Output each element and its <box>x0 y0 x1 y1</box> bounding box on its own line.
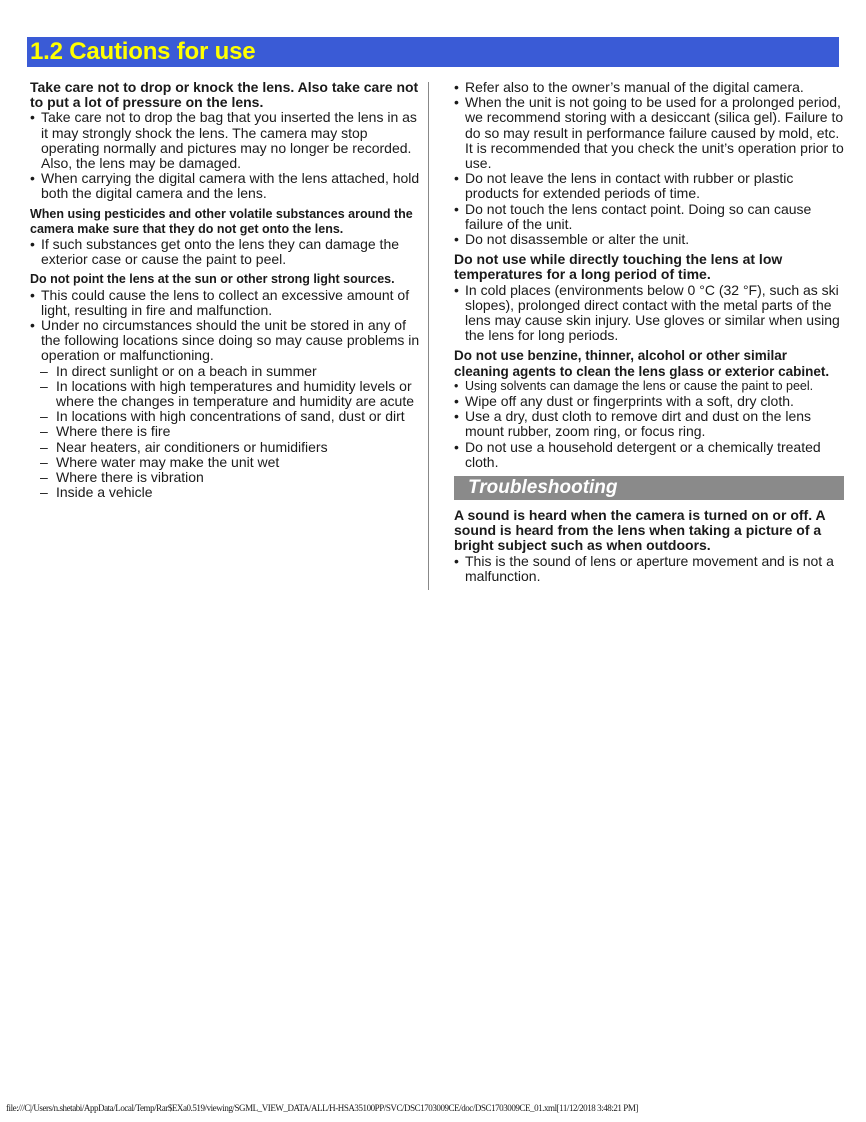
list-item: • In cold places (environments below 0 °C (32 °F), such as ski slopes), prolonged direct contact with the metal parts of the lens may cause skin injury. Use gloves or similar when using the lens for long periods. <box>454 283 844 344</box>
sub-list-item: – In locations with high temperatures and humidity levels or where the changes in temperature and humidity are acute <box>30 379 422 409</box>
list-item: • Do not use a household detergent or a chemically treated cloth. <box>454 440 844 470</box>
caution-list-pesticides <box>30 237 422 267</box>
list-item: • Wipe off any dust or fingerprints with a soft, dry cloth. <box>454 394 844 409</box>
list-item: • When carrying the digital camera with the lens attached, hold both the digital camera and the lens. <box>30 171 422 201</box>
list-item: • Use a dry, dust cloth to remove dirt and dust on the lens mount rubber, zoom ring, or focus ring. <box>454 409 844 439</box>
troubleshooting-list <box>454 554 844 584</box>
caution-list-sun <box>30 288 422 501</box>
sub-list-item: – Near heaters, air conditioners or humidifiers <box>30 440 422 455</box>
sub-list-item: – In direct sunlight or on a beach in summer <box>30 364 422 379</box>
list-item: • Using solvents can damage the lens or cause the paint to peel. <box>454 379 844 394</box>
section-title: 1.2 Cautions for use <box>27 37 839 67</box>
sub-list-item: – Where there is fire <box>30 424 422 439</box>
caution-list-general <box>454 80 844 247</box>
list-item: • Do not leave the lens in contact with rubber or plastic products for extended periods of time. <box>454 171 844 201</box>
list-item: • Do not touch the lens contact point. Doing so can cause failure of the unit. <box>454 202 844 232</box>
list-item: • When the unit is not going to be used for a prolonged period, we recommend storing with a desiccant (silica gel). Failure to do so may result in performance failure caused by mold, etc. It is recommended that you check the unit’s operation prior to use. <box>454 95 844 171</box>
caution-heading-pesticides: When using pesticides and other volatile substances around the camera make sure that they do not get onto the lens. <box>30 206 413 236</box>
list-item: • Under no circumstances should the unit be stored in any of the following locations since doing so may cause problems in operation or malfunctioning. <box>30 318 422 364</box>
caution-list-cleaning <box>454 379 844 470</box>
sub-list-item: – Where water may make the unit wet <box>30 455 422 470</box>
troubleshooting-title: Troubleshooting <box>454 476 844 500</box>
sub-list-item: – Where there is vibration <box>30 470 422 485</box>
caution-heading-sun: Do not point the lens at the sun or other strong light sources. <box>30 272 395 287</box>
caution-heading-drop: Take care not to drop or knock the lens. Also take care not to put a lot of pressure on the lens. <box>30 79 419 111</box>
right-column <box>454 80 844 584</box>
list-item: • If such substances get onto the lens they can damage the exterior case or cause the paint to peel. <box>30 237 422 267</box>
left-column <box>30 80 422 500</box>
list-item: • This is the sound of lens or aperture movement and is not a malfunction. <box>454 554 844 584</box>
list-item: • This could cause the lens to collect an excessive amount of light, resulting in fire and malfunction. <box>30 288 422 318</box>
list-item: • Take care not to drop the bag that you inserted the lens in as it may strongly shock the lens. The camera may stop operating normally and pictures may no longer be recorded. Also, the lens may be damaged. <box>30 110 422 171</box>
troubleshooting-heading: A sound is heard when the camera is turned on or off. A sound is heard from the lens when taking a picture of a bright subject such as when outdoors. <box>454 507 826 554</box>
caution-list-drop <box>30 110 422 201</box>
list-item: • Do not disassemble or alter the unit. <box>454 232 844 247</box>
sub-list-item: – Inside a vehicle <box>30 485 422 500</box>
caution-heading-low-temperature: Do not use while directly touching the lens at low temperatures for a long period of time. <box>454 251 783 283</box>
column-divider <box>428 82 429 590</box>
list-item: • Refer also to the owner’s manual of the digital camera. <box>454 80 844 95</box>
sub-list-item: – In locations with high concentrations of sand, dust or dirt <box>30 409 422 424</box>
caution-list-low-temperature <box>454 283 844 344</box>
caution-heading-cleaning: Do not use benzine, thinner, alcohol or other similar cleaning agents to clean the lens glass or exterior cabinet. <box>454 348 830 379</box>
file-path-footer: file:///C|/Users/n.shetabi/AppData/Local/Temp/Rar$EXa0.519/viewing/SGML_VIEW_DATA/ALL/H-HSA35100PP/SVC/DSC1703009CE/doc/DSC1703009CE_01.xml[11/12/2018 3:48:21 PM] <box>6 1103 638 1113</box>
